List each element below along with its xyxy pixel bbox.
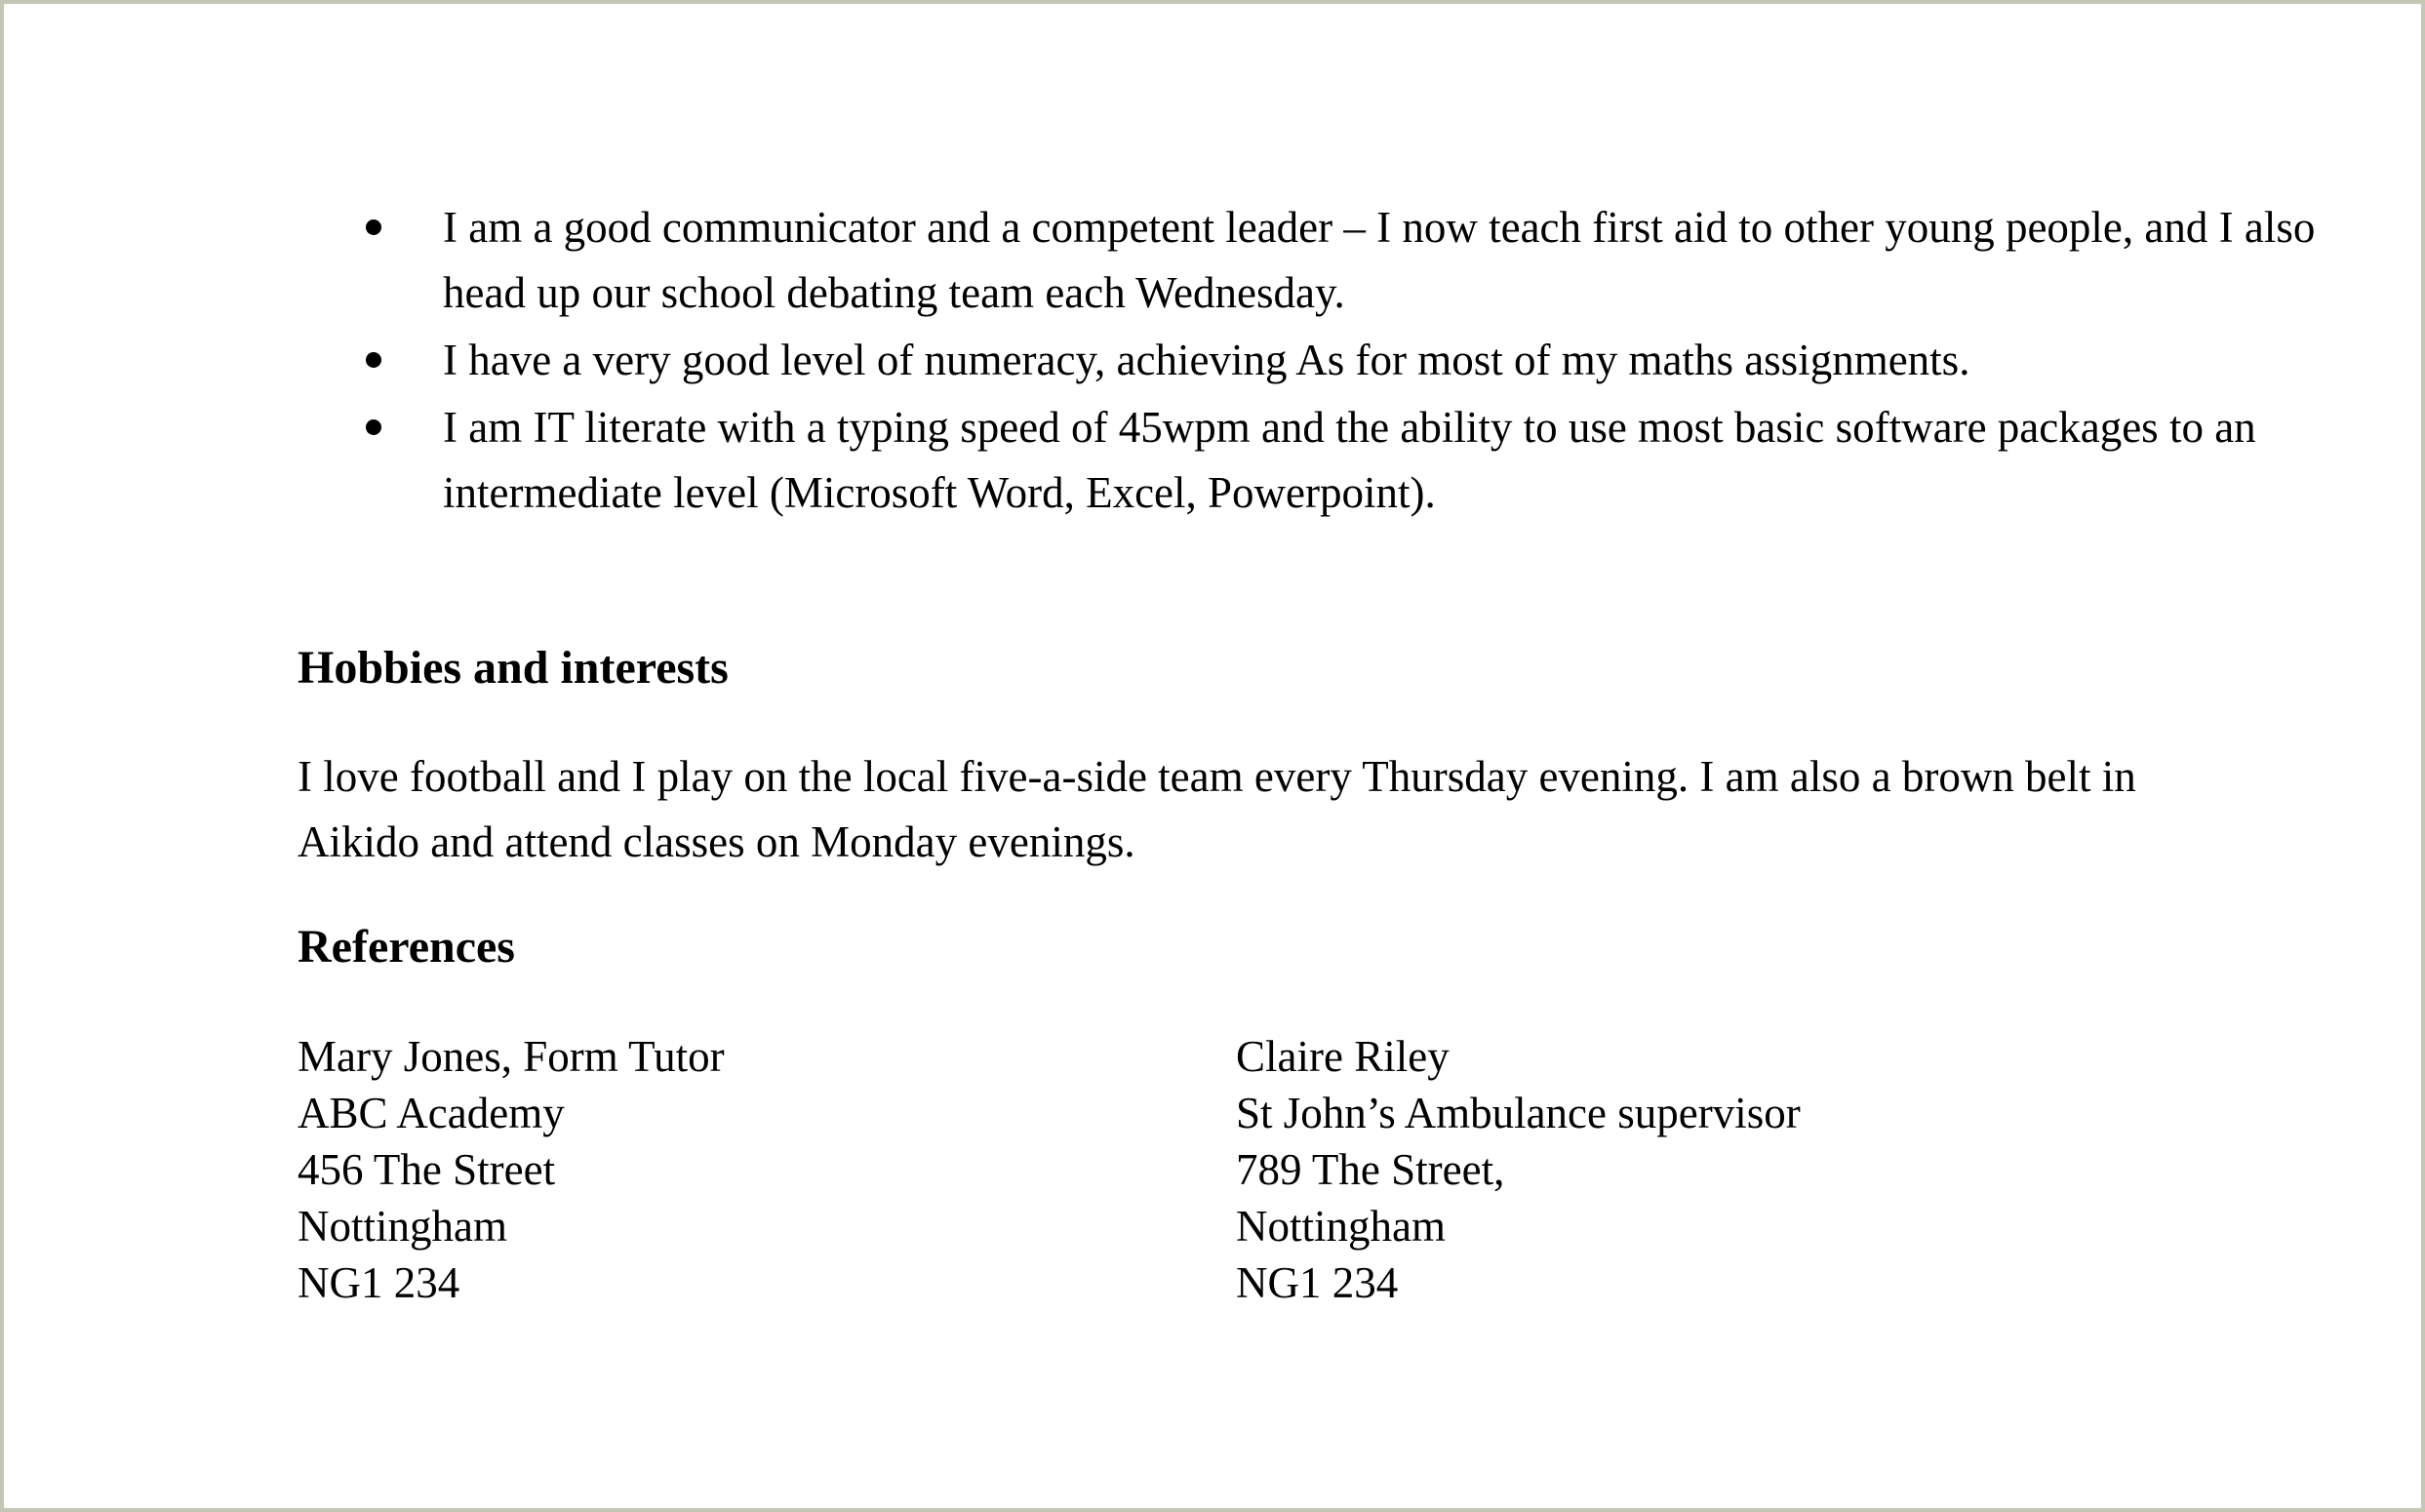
referee-postcode: NG1 234 xyxy=(298,1258,460,1307)
bullet-point-icon xyxy=(366,219,381,235)
referee-block-1 xyxy=(298,1028,725,1311)
referee-city: Nottingham xyxy=(298,1202,507,1251)
bullet-point-icon xyxy=(366,352,381,368)
hobbies-paragraph: I love football and I play on the local five-a-side team every Thursday evening. I am also a brown belt in Aikido and attend classes on Monday evenings. xyxy=(298,752,2136,866)
referee-organisation: St John’s Ambulance supervisor xyxy=(1236,1089,1801,1137)
referee-block-2 xyxy=(1236,1028,1801,1311)
skills-bullet-list xyxy=(297,195,2316,528)
bullet-text: I am IT literate with a typing speed of 45wpm and the ability to use most basic software packages to an intermediate level (Microsoft Word, Excel, Powerpoint). xyxy=(443,403,2256,517)
bullet-item xyxy=(297,195,2345,326)
references-heading: References xyxy=(298,921,515,973)
referee-organisation: ABC Academy xyxy=(298,1089,565,1137)
referee-postcode: NG1 234 xyxy=(1236,1258,1399,1307)
referee-name-title: Claire Riley xyxy=(1236,1032,1450,1081)
bullet-item xyxy=(297,328,2199,393)
referee-street: 789 The Street, xyxy=(1236,1145,1505,1194)
hobbies-heading: Hobbies and interests xyxy=(298,642,729,694)
referee-name-title: Mary Jones, Form Tutor xyxy=(298,1032,725,1081)
bullet-text: I am a good communicator and a competent leader – I now teach first aid to other young people, and I also head up our school debating team each Wednesday. xyxy=(443,203,2316,317)
referee-street: 456 The Street xyxy=(298,1145,556,1194)
bullet-text: I have a very good level of numeracy, achieving As for most of my maths assignments. xyxy=(443,336,1970,384)
referee-city: Nottingham xyxy=(1236,1202,1446,1251)
bullet-item xyxy=(297,395,2345,526)
bullet-point-icon xyxy=(366,419,381,435)
